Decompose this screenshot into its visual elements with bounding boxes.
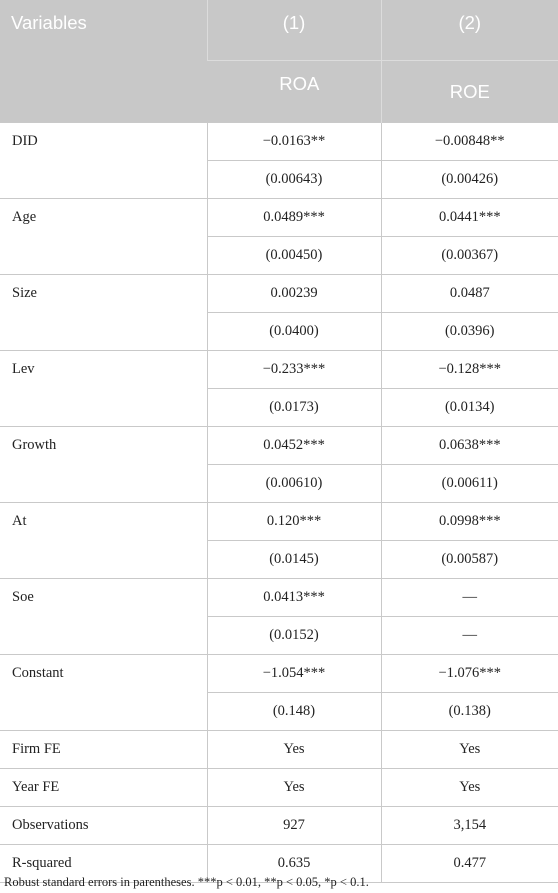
se-cell: (0.00587) xyxy=(381,541,558,579)
coef-cell: 0.0441*** xyxy=(381,199,558,237)
stat-cell: 927 xyxy=(207,807,381,845)
se-cell: (0.0400) xyxy=(207,313,381,351)
coef-cell: 0.00239 xyxy=(207,275,381,313)
coef-cell: 0.0413*** xyxy=(207,579,381,617)
se-cell: (0.00610) xyxy=(207,465,381,503)
table-row xyxy=(0,503,558,541)
row-label: Observations xyxy=(0,807,207,845)
row-label: DID xyxy=(0,123,207,199)
table-header xyxy=(0,0,558,123)
row-label: R-squared xyxy=(0,845,207,883)
row-label: Year FE xyxy=(0,769,207,807)
coef-cell: −0.233*** xyxy=(207,351,381,389)
stat-cell: Yes xyxy=(207,731,381,769)
coef-cell: 0.0638*** xyxy=(381,427,558,465)
table-row xyxy=(0,199,558,237)
se-cell: (0.0173) xyxy=(207,389,381,427)
header-variables: Variables xyxy=(0,0,207,123)
table-row xyxy=(0,123,558,161)
stat-cell: Yes xyxy=(207,769,381,807)
coef-cell: — xyxy=(381,579,558,617)
table-row xyxy=(0,427,558,465)
se-cell: (0.00426) xyxy=(381,161,558,199)
se-cell: (0.0152) xyxy=(207,617,381,655)
coef-cell: −1.054*** xyxy=(207,655,381,693)
row-label: Firm FE xyxy=(0,731,207,769)
row-label: Growth xyxy=(0,427,207,503)
coef-cell: 0.0452*** xyxy=(207,427,381,465)
stat-cell: Yes xyxy=(381,769,558,807)
se-cell: — xyxy=(381,617,558,655)
stat-cell: 0.635 xyxy=(207,845,381,883)
table-row xyxy=(0,731,558,769)
header-model-1: (1) xyxy=(207,0,381,61)
coef-cell: 0.0487 xyxy=(381,275,558,313)
row-label: Constant xyxy=(0,655,207,731)
coef-cell: 0.0998*** xyxy=(381,503,558,541)
se-cell: (0.148) xyxy=(207,693,381,731)
table-row xyxy=(0,655,558,693)
table-footnote: Robust standard errors in parentheses. ***p < 0.01, **p < 0.05, *p < 0.1. xyxy=(4,875,369,889)
coef-cell: −0.128*** xyxy=(381,351,558,389)
se-cell: (0.138) xyxy=(381,693,558,731)
se-cell: (0.00643) xyxy=(207,161,381,199)
stat-cell: Yes xyxy=(381,731,558,769)
table-row xyxy=(0,769,558,807)
coef-cell: 0.0489*** xyxy=(207,199,381,237)
stat-cell: 3,154 xyxy=(381,807,558,845)
header-model-2: (2) xyxy=(381,0,558,61)
se-cell: (0.00450) xyxy=(207,237,381,275)
coef-cell: −0.0163** xyxy=(207,123,381,161)
stat-cell: 0.477 xyxy=(381,845,558,883)
header-roe: ROE xyxy=(381,61,558,123)
table-body xyxy=(0,123,558,883)
se-cell: (0.0145) xyxy=(207,541,381,579)
coef-cell: −1.076*** xyxy=(381,655,558,693)
se-cell: (0.00367) xyxy=(381,237,558,275)
table-row xyxy=(0,351,558,389)
table-row xyxy=(0,579,558,617)
row-label: Size xyxy=(0,275,207,351)
se-cell: (0.0396) xyxy=(381,313,558,351)
row-label: Soe xyxy=(0,579,207,655)
row-label: Age xyxy=(0,199,207,275)
row-label: Lev xyxy=(0,351,207,427)
header-roa: ROA xyxy=(207,61,381,123)
coef-cell: 0.120*** xyxy=(207,503,381,541)
coef-cell: −0.00848** xyxy=(381,123,558,161)
table-row xyxy=(0,275,558,313)
table-row xyxy=(0,807,558,845)
se-cell: (0.0134) xyxy=(381,389,558,427)
row-label: At xyxy=(0,503,207,579)
se-cell: (0.00611) xyxy=(381,465,558,503)
